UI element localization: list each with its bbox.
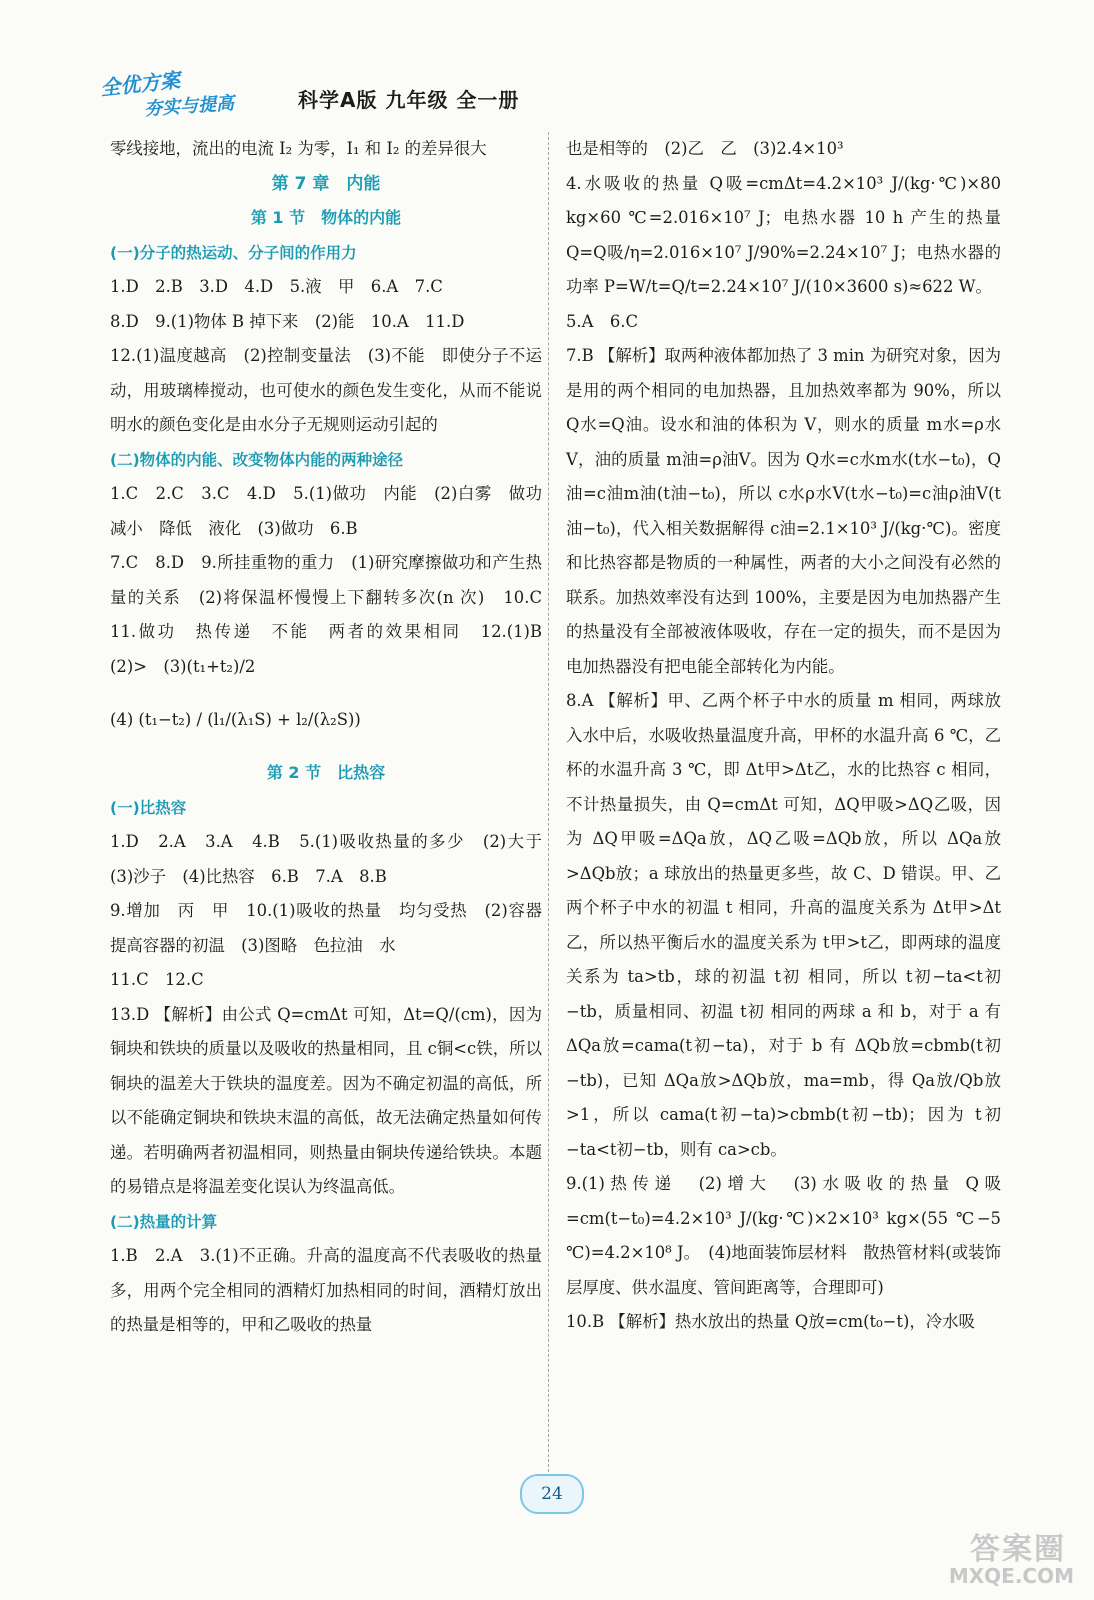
answer-paragraph: 1.D 2.B 3.D 4.D 5.液 甲 6.A 7.C [110,277,443,296]
logo-line-2: 夯实与提高 [143,92,235,121]
watermark-text: 答案圈 [970,1532,1066,1567]
subsection-heading: (一)比热容 [110,798,187,817]
answer-paragraph: 13.D 【解析】由公式 Q=cmΔt 可知，Δt=Q/(cm)，因为铜块和铁块的质量以及吸收的热量相同，且 c铜<c铁，所以铜块的温差大于铁块的温度差。因为不确定初温的高低，所以不能确定铜块和铁块末温的高低，故无法确定热量如何传递。若明确两者初温相同，则热量由铜块传递给铁块。本题的易错点是将温差变化误认为终温高低。 [110,1004,542,1196]
series-logo [99,64,280,121]
chapter-heading: 第 7 章 内能 [271,173,381,194]
subsection-heading: (一)分子的热运动、分子间的作用力 [110,243,357,262]
section-heading: 第 2 节 比热容 [266,763,386,782]
answer-paragraph: 11.C 12.C [110,970,204,989]
formula-line: (4) (t₁−t₂) / (l₁/(λ₁S) + l₂/(λ₂S)) [110,710,361,729]
answer-paragraph: 4.水吸收的热量 Q吸=cmΔt=4.2×10³ J/(kg·℃)×80 kg×60 ℃=2.016×10⁷ J；电热水器 10 h 产生的热量 Q=Q吸/η=2.016×10⁷ J/90%=2.24×10⁷ J；电热水器的功率 P=W/t=Q/t=2.24×10⁷ J/(10×3600 s)≈622 W。 [566,173,1001,296]
answer-paragraph: 7.B 【解析】取两种液体都加热了 3 min 为研究对象，因为是用的两个相同的电加热器，且加热效率都为 90%，所以 Q水=Q油。设水和油的体积为 V，则水的质量 m水=ρ水V，油的质量 m油=ρ油V。因为 Q水=c水m水(t水−t₀)，Q油=c油m油(t油−t₀)，所以 c水ρ水V(t水−t₀)=c油ρ油V(t油−t₀)，代入相关数据解得 c油=2.1×10³ J/(kg·℃)。密度和比热容都是物质的一种属性，两者的大小之间没有必然的联系。加热效率没有达到 100%，主要是因为电加热器产生的热量没有全部被液体吸收，存在一定的损失，而不是因为电加热器没有把电能全部转化为内能。 [566,346,1001,676]
answer-paragraph: 9.(1)热传递 (2)增大 (3)水吸收的热量 Q吸=cm(t−t₀)=4.2×10³ J/(kg·℃)×2×10³ kg×(55 ℃−5 ℃)=4.2×10⁸ J。 (4)地面装饰层材料 散热管材料(或装饰层厚度、供水温度、管间距离等，合理即可) [566,1174,1001,1297]
answer-paragraph: 8.D 9.(1)物体 B 掉下来 (2)能 10.A 11.D [110,311,465,331]
answer-paragraph: 1.B 2.A 3.(1)不正确。升高的温度高不代表吸收的热量多，用两个完全相同的酒精灯加热相同的时间，酒精灯放出的热量是相等的，甲和乙吸收的热量 [110,1246,542,1334]
left-column [110,132,559,1343]
page-number: 24 [520,1474,584,1514]
answer-paragraph: 零线接地，流出的电流 I₂ 为零，I₁ 和 I₂ 的差异很大 [110,139,487,158]
book-title: 科学A版 九年级 全一册 [298,88,520,112]
answer-paragraph: 5.A 6.C [566,311,639,331]
subsection-heading: (二)物体的内能、改变物体内能的两种途径 [110,450,404,469]
answer-paragraph: 12.(1)温度越高 (2)控制变量法 (3)不能 即使分子不运动，用玻璃棒搅动，也可使水的颜色发生变化，从而不能说明水的颜色变化是由水分子无规则运动引起的 [110,346,542,434]
logo-line-1: 全优方案 [99,67,182,101]
section-heading: 第 1 节 物体的内能 [250,208,402,227]
answer-paragraph: 10.B 【解析】热水放出的热量 Q放=cm(t₀−t)，冷水吸 [566,1312,975,1331]
answer-paragraph: 1.C 2.C 3.C 4.D 5.(1)做功 内能 (2)白雾 做功 减小 降低 液化 (3)做功 6.B [110,484,559,538]
column-divider [548,132,549,1472]
answer-paragraph: 1.D 2.A 3.A 4.B 5.(1)吸收热量的多少 (2)大于 (3)沙子 (4)比热容 6.B 7.A 8.B [110,832,559,886]
watermark [914,1524,1074,1594]
right-column [566,132,1001,1340]
subsection-heading: (二)热量的计算 [110,1212,218,1231]
answer-paragraph: 9.增加 丙 甲 10.(1)吸收的热量 均匀受热 (2)容器 提高容器的初温 (3)图略 色拉油 水 [110,901,559,955]
answer-paragraph: 也是相等的 (2)乙 乙 (3)2.4×10³ [566,139,844,158]
answer-paragraph: 7.C 8.D 9.所挂重物的重力 (1)研究摩擦做功和产生热量的关系 (2)将保温杯慢慢上下翻转多次(n 次) 10.C 11.做功 热传递 不能 两者的效果相同 12.(1)B (2)> (3)(t₁+t₂)/2 [110,553,559,676]
page-header [100,58,1000,128]
answer-paragraph: 8.A 【解析】甲、乙两个杯子中水的质量 m 相同，两球放入水中后，水吸收热量温度升高，甲杯的水温升高 6 ℃，乙杯的水温升高 3 ℃，即 Δt甲>Δt乙，水的比热容 c 相同，不计热量损失，由 Q=cmΔt 可知，ΔQ甲吸>ΔQ乙吸，因为 ΔQ甲吸=ΔQa放，ΔQ乙吸=ΔQb放，所以 ΔQa放>ΔQb放；a 球放出的热量更多些，故 C、D 错误。甲、乙两个杯子中水的初温 t 相同，升高的温度关系为 Δt甲>Δt乙，所以热平衡后水的温度关系为 t甲>t乙，即两球的温度关系为 ta>tb，球的初温 t初 相同，所以 t初−ta<t初−tb，质量相同、初温 t初 相同的两球 a 和 b，对于 a 有 ΔQa放=cama(t初−ta)，对于 b 有 ΔQb放=cbmb(t初−tb)，已知 ΔQa放>ΔQb放，ma=mb，得 Qa放/Qb放>1，所以 cama(t初−ta)>cbmb(t初−tb)；因为 t初−ta<t初−tb，则有 ca>cb。 [566,691,1001,1159]
watermark-url: MXQE.COM [948,1564,1074,1588]
